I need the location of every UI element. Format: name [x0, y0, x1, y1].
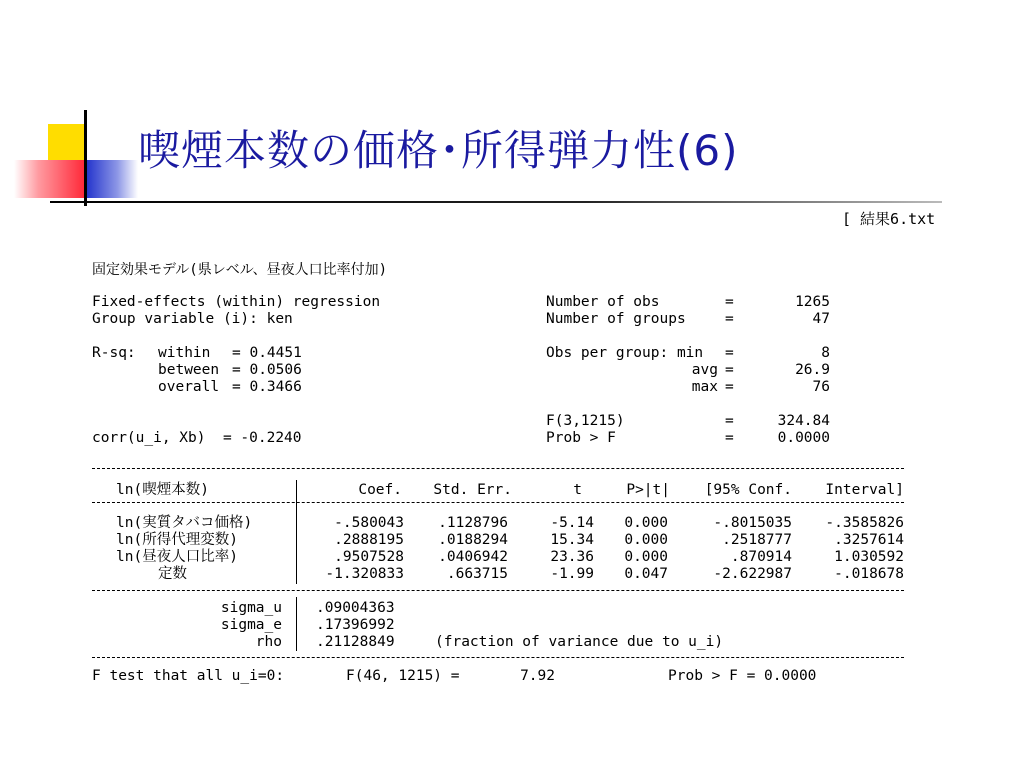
title-underline [50, 201, 942, 203]
cell-conf-high: -.3585826 [825, 515, 904, 531]
cell-coef: .2888195 [334, 532, 404, 548]
col-header-t: t [573, 482, 582, 498]
file-label: [ 結果6.txt [842, 210, 936, 228]
row-var-ratio: ln(昼夜人口比率) [116, 549, 238, 565]
stat-eq-prob: = [725, 430, 734, 446]
rsq-overall-value: = 0.3466 [232, 379, 302, 395]
sigma-u-label: sigma_u [220, 600, 282, 616]
row-var-price: ln(実質タバコ価格) [116, 515, 253, 531]
model-heading: 固定効果モデル(県レベル、昼夜人口比率付加) [92, 262, 388, 278]
stat-label-max: max [691, 379, 718, 395]
cell-coef: .9507528 [334, 549, 404, 565]
cell-t: -1.99 [550, 566, 594, 582]
table-rule-body [92, 590, 904, 591]
table-rule-header [92, 502, 904, 503]
corr-line: corr(u_i, Xb) = -0.2240 [92, 430, 302, 446]
rsq-between-label: between [158, 362, 220, 378]
stat-value-max: 76 [812, 379, 830, 395]
cell-conf-high: -.018678 [834, 566, 904, 582]
cell-stderr: .1128796 [438, 515, 508, 531]
cell-t: 15.34 [550, 532, 594, 548]
table-vbar-2 [296, 597, 297, 651]
rho-value: .21128849 [316, 634, 395, 650]
cell-coef: -.580043 [334, 515, 404, 531]
col-header-p: P>|t| [626, 482, 670, 498]
stat-eq-groups: = [725, 311, 734, 327]
cell-stderr: .663715 [446, 566, 508, 582]
ftest-label: F test that all u_i=0: [92, 668, 285, 684]
cell-stderr: .0188294 [438, 532, 508, 548]
cell-t: -5.14 [550, 515, 594, 531]
ftest-prob: Prob > F = 0.0000 [668, 668, 817, 684]
stat-eq-avg: = [725, 362, 734, 378]
cell-conf-low: -2.622987 [713, 566, 792, 582]
col-header-conf-low: [95% Conf. [704, 482, 792, 498]
rsq-overall-label: overall [158, 379, 220, 395]
col-header-stderr: Std. Err. [433, 482, 512, 498]
stat-value-f: 324.84 [777, 413, 830, 429]
sigma-u-value: .09004363 [316, 600, 395, 616]
slide-title: 喫煙本数の価格･所得弾力性(6) [138, 126, 739, 175]
stat-eq-obs: = [725, 294, 734, 310]
table-rule-bottom [92, 657, 904, 658]
decor-blue-gradient [86, 160, 138, 198]
stat-label-groups: Number of groups [546, 311, 686, 327]
stat-eq-max: = [725, 379, 734, 395]
stat-eq-f: = [725, 413, 734, 429]
decor-red-gradient [14, 160, 84, 198]
sigma-e-label: sigma_e [220, 617, 282, 633]
group-variable: Group variable (i): ken [92, 311, 293, 327]
rsq-label: R-sq: [92, 345, 136, 361]
cell-stderr: .0406942 [438, 549, 508, 565]
row-var-income: ln(所得代理変数) [116, 532, 238, 548]
cell-conf-low: -.8015035 [713, 515, 792, 531]
cell-t: 23.36 [550, 549, 594, 565]
table-vbar-1 [296, 480, 297, 584]
cell-conf-low: .870914 [730, 549, 792, 565]
stat-label-f: F(3,1215) [546, 413, 625, 429]
stat-label-prob: Prob > F [546, 430, 616, 446]
cell-conf-low: .2518777 [722, 532, 792, 548]
regression-type: Fixed-effects (within) regression [92, 294, 381, 310]
cell-p: 0.000 [624, 532, 668, 548]
cell-conf-high: .3257614 [834, 532, 904, 548]
cell-p: 0.047 [624, 566, 668, 582]
col-header-conf-high: Interval] [825, 482, 904, 498]
table-rule-top [92, 468, 904, 469]
col-header-coef: Coef. [358, 482, 402, 498]
rsq-within-value: = 0.4451 [232, 345, 302, 361]
stat-value-avg: 26.9 [795, 362, 830, 378]
cell-coef: -1.320833 [325, 566, 404, 582]
stat-value-groups: 47 [812, 311, 830, 327]
rsq-within-label: within [158, 345, 211, 361]
decor-yellow-square [48, 124, 86, 160]
decor-vertical-line [84, 110, 87, 206]
stat-label-min: Obs per group: min [546, 345, 704, 361]
table-depvar: ln(喫煙本数) [116, 482, 209, 498]
stat-value-obs: 1265 [795, 294, 830, 310]
stat-label-avg: avg [691, 362, 718, 378]
ftest-stat: F(46, 1215) = [346, 668, 460, 684]
stat-value-min: 8 [821, 345, 830, 361]
row-var-constant: 定数 [158, 566, 187, 582]
cell-conf-high: 1.030592 [834, 549, 904, 565]
stat-label-obs: Number of obs [546, 294, 660, 310]
stat-value-prob: 0.0000 [777, 430, 830, 446]
rho-label: rho [255, 634, 282, 650]
rsq-between-value: = 0.0506 [232, 362, 302, 378]
ftest-value: 7.92 [520, 668, 555, 684]
rho-note: (fraction of variance due to u_i) [435, 634, 724, 650]
sigma-e-value: .17396992 [316, 617, 395, 633]
stat-eq-min: = [725, 345, 734, 361]
cell-p: 0.000 [624, 549, 668, 565]
cell-p: 0.000 [624, 515, 668, 531]
